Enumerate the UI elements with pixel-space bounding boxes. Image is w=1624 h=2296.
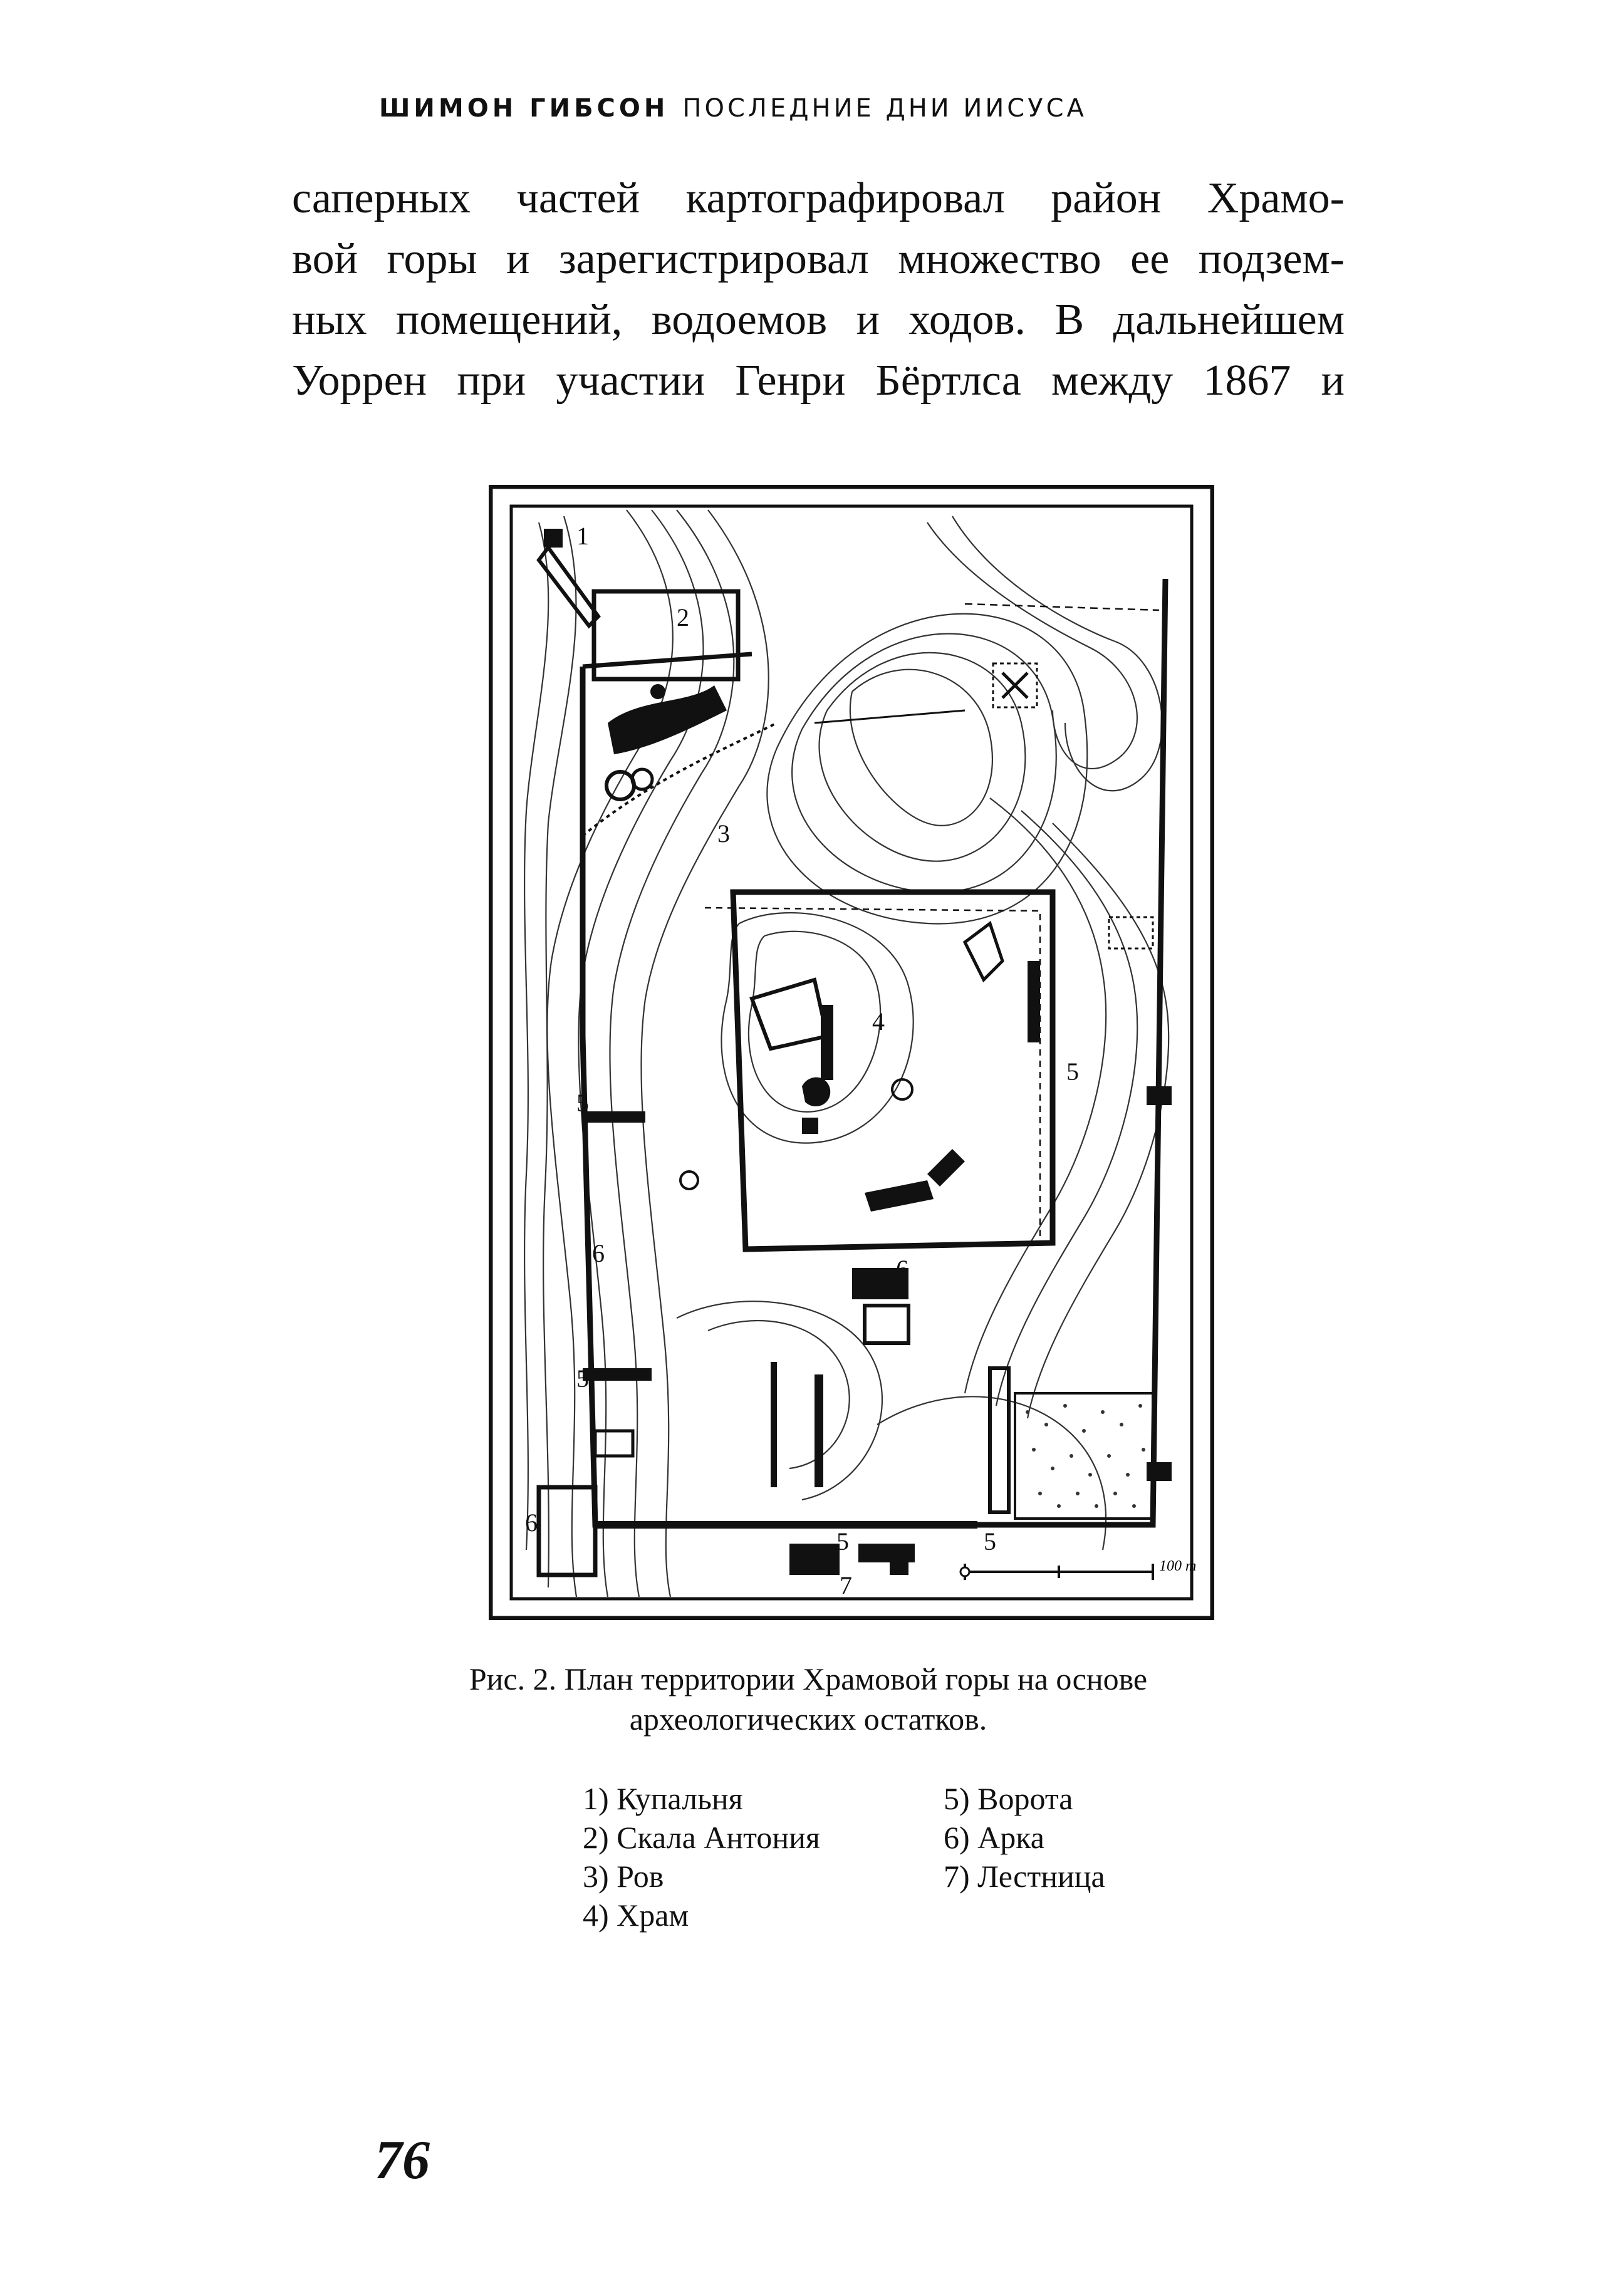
running-head bbox=[379, 94, 1087, 123]
map-label-3: 3 bbox=[717, 819, 730, 848]
temple-mount-plan-figure bbox=[489, 485, 1214, 1620]
running-head-author: ШИМОН ГИБСОН bbox=[379, 94, 669, 123]
legend-item: 3) Ров bbox=[583, 1859, 664, 1894]
map-label-6: 6 bbox=[525, 1509, 538, 1537]
map-label-5: 5 bbox=[1066, 1057, 1079, 1086]
body-line: Уоррен при участии Генри Бёртлса между 1867 и bbox=[292, 356, 1345, 405]
legend-item: 5) Ворота bbox=[944, 1781, 1073, 1816]
body-line: ных помещений, водоемов и ходов. В дальнейшем bbox=[292, 296, 1345, 344]
figure-caption bbox=[351, 1659, 1266, 1739]
map-label-7: 7 bbox=[840, 1571, 852, 1599]
map-label-6: 6 bbox=[896, 1255, 908, 1283]
caption-line: археологических остатков. bbox=[629, 1701, 987, 1737]
legend-item: 2) Скала Антония bbox=[583, 1820, 820, 1855]
legend-item: 6) Арка bbox=[944, 1820, 1044, 1855]
body-paragraph bbox=[292, 168, 1345, 411]
legend-item: 4) Храм bbox=[583, 1898, 689, 1933]
legend-item: 1) Купальня bbox=[583, 1781, 743, 1816]
map-label-1: 1 bbox=[576, 522, 589, 550]
caption-line: Рис. 2. План территории Храмовой горы на основе bbox=[469, 1661, 1148, 1696]
map-label-4: 4 bbox=[872, 1007, 885, 1036]
map-label-5: 5 bbox=[576, 1364, 589, 1393]
body-line: вой горы и зарегистрировал множество ее подзем- bbox=[292, 235, 1345, 283]
body-line: саперных частей картографировал район Храмо- bbox=[292, 174, 1345, 222]
legend-item: 7) Лестница bbox=[944, 1859, 1105, 1894]
map-label-5: 5 bbox=[984, 1527, 996, 1556]
running-head-book-title: ПОСЛЕДНИЕ ДНИ ИИСУСА bbox=[682, 94, 1087, 123]
map-label-6: 6 bbox=[592, 1239, 605, 1267]
map-label-5: 5 bbox=[576, 1089, 589, 1117]
map-label-5: 5 bbox=[836, 1527, 849, 1556]
temple-mount-plan-map bbox=[489, 485, 1214, 1620]
scale-label: 100 m bbox=[1159, 1558, 1197, 1574]
legend-column bbox=[583, 1779, 820, 1935]
legend-column bbox=[944, 1779, 1105, 1896]
page-number: 76 bbox=[375, 2130, 430, 2191]
map-label-2: 2 bbox=[677, 603, 689, 631]
